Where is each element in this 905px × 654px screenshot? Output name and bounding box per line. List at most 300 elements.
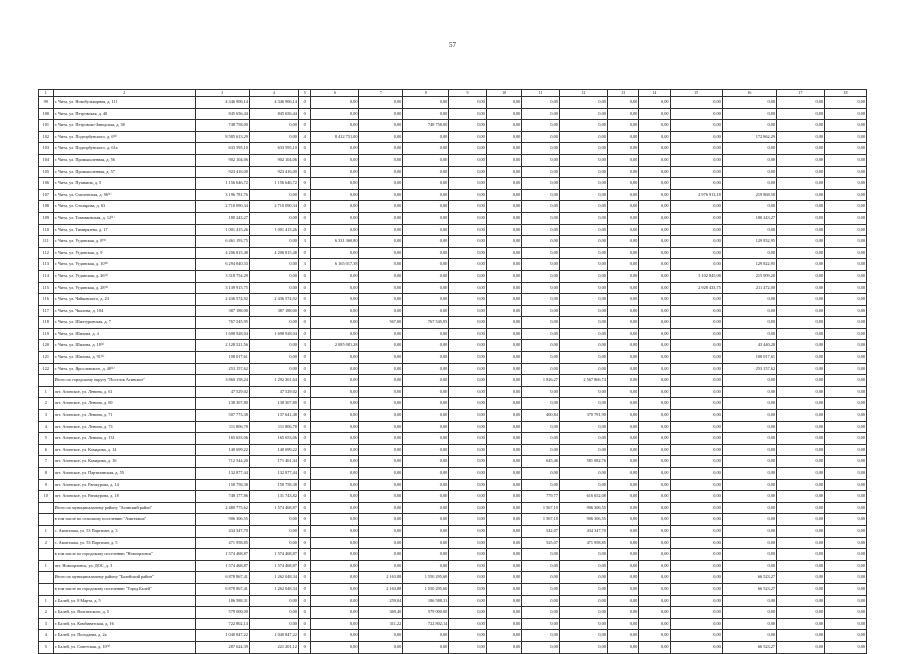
amount-cell: 0,00 [559, 212, 607, 224]
amount-cell: 0,00 [311, 468, 359, 480]
amount-cell: 0,00 [777, 120, 825, 132]
amount-cell: 2 480 775,62 [195, 502, 249, 514]
amount-cell: 0,00 [522, 201, 560, 213]
amount-cell: 0,00 [249, 317, 298, 329]
amount-cell: 0,00 [522, 630, 560, 642]
amount-cell: 0,00 [522, 363, 560, 375]
amount-cell: 0,00 [639, 525, 670, 537]
amount-cell: 0,00 [607, 502, 638, 514]
amount-cell: 0,00 [777, 317, 825, 329]
amount-cell: 0,00 [825, 421, 867, 433]
amount-cell: 0,00 [825, 328, 867, 340]
amount-cell: 0,00 [311, 224, 359, 236]
amount-cell: 0,00 [359, 433, 403, 445]
row-number: 1 [39, 595, 54, 607]
amount-cell: 0,00 [311, 375, 359, 387]
amount-cell: 0,00 [777, 259, 825, 271]
amount-cell: 0,00 [311, 537, 359, 549]
amount-cell: 0,00 [449, 618, 487, 630]
amount-cell: 215 909,20 [722, 270, 776, 282]
amount-cell: 0,00 [559, 154, 607, 166]
amount-cell: 0,00 [403, 502, 449, 514]
amount-cell: 581 082,76 [559, 456, 607, 468]
amount-cell: 0,00 [486, 386, 522, 398]
amount-cell: 0,00 [311, 352, 359, 364]
amount-cell: 0,00 [670, 247, 722, 259]
amount-cell: 0,00 [449, 108, 487, 120]
amount-cell: 0,00 [639, 641, 670, 653]
amount-cell: 0,00 [403, 537, 449, 549]
amount-cell: 0,00 [449, 386, 487, 398]
amount-cell: 0,00 [486, 479, 522, 491]
amount-cell: 2 710 090,34 [195, 201, 249, 213]
amount-cell: 0 [298, 154, 311, 166]
address-cell: г. Чита, ул. Подгорбунского, д. 6⁽⁹⁾ [53, 131, 195, 143]
amount-cell: 0,00 [607, 352, 638, 364]
amount-cell: 0,00 [486, 456, 522, 468]
amount-cell: 0,00 [359, 525, 403, 537]
amount-cell: 0,00 [825, 456, 867, 468]
address-cell: пгт. Агинское, ул. Комарова, д. 14 [53, 444, 195, 456]
amount-cell: 0,00 [559, 363, 607, 375]
amount-cell: 0,00 [311, 479, 359, 491]
amount-cell: 0,00 [311, 166, 359, 178]
amount-cell: 1 262 048,34 [249, 572, 298, 584]
amount-cell: 0,00 [777, 236, 825, 248]
amount-cell: 902 104,06 [195, 154, 249, 166]
row-number: 107 [39, 189, 54, 201]
address-cell: пгт. Агинское, ул. Партизанская, д. 55 [53, 468, 195, 480]
subtotal-row [39, 549, 867, 561]
address-cell: с. Амитхаша, ул. 53 Партизан, д. 3 [53, 525, 195, 537]
amount-cell: 0,00 [607, 189, 638, 201]
amount-cell: 0,00 [639, 583, 670, 595]
amount-cell: 0,00 [670, 131, 722, 143]
amount-cell: 0,00 [670, 328, 722, 340]
table-row [39, 270, 867, 282]
address-cell: в том числе по сельскому поселению "Амитхаша" [53, 514, 195, 526]
table-row [39, 363, 867, 375]
table-row [39, 618, 867, 630]
amount-cell: 0,00 [670, 143, 722, 155]
amount-cell: 0,00 [639, 607, 670, 619]
amount-cell: 0,00 [670, 398, 722, 410]
amount-cell: 0,00 [486, 560, 522, 572]
amount-cell: 0,00 [522, 178, 560, 190]
table-row [39, 433, 867, 445]
amount-cell: 0,00 [311, 317, 359, 329]
amount-cell: 0,00 [722, 375, 776, 387]
amount-cell: 0 [298, 212, 311, 224]
amount-cell: 0,00 [311, 386, 359, 398]
amount-cell: 47 529,02 [195, 386, 249, 398]
amount-cell: 0,00 [449, 630, 487, 642]
amount-cell: 0,00 [777, 514, 825, 526]
amount-cell: 66 523,27 [722, 572, 776, 584]
amount-cell: 0 [298, 537, 311, 549]
amount-cell: 0,00 [670, 352, 722, 364]
amount-cell: 138 307,80 [195, 398, 249, 410]
amount-cell: 0,00 [559, 421, 607, 433]
amount-cell: 0,00 [825, 178, 867, 190]
amount-cell: 0,00 [670, 259, 722, 271]
amount-cell: 0,00 [777, 166, 825, 178]
amount-cell: 0,00 [670, 641, 722, 653]
column-number: 5 [298, 90, 311, 97]
amount-cell: 0,00 [825, 525, 867, 537]
amount-cell: 0,00 [486, 444, 522, 456]
amount-cell: 0,00 [777, 537, 825, 549]
amount-cell: 0,00 [359, 375, 403, 387]
amount-cell: 0,00 [825, 386, 867, 398]
amount-cell: 0,00 [359, 630, 403, 642]
amount-cell: 1 040 847,22 [195, 630, 249, 642]
amount-cell: 0,00 [607, 525, 638, 537]
row-number: 103 [39, 143, 54, 155]
amount-cell: 0,00 [486, 131, 522, 143]
amount-cell: 1 826,27 [522, 375, 560, 387]
amount-cell: 0,00 [403, 212, 449, 224]
amount-cell: 0,00 [449, 294, 487, 306]
amount-cell: 370 791,90 [559, 410, 607, 422]
amount-cell: 0,00 [486, 630, 522, 642]
amount-cell: 0,00 [670, 236, 722, 248]
amount-cell: 434 347,70 [559, 525, 607, 537]
amount-cell: 0,00 [449, 398, 487, 410]
column-number: 1 [39, 90, 54, 97]
amount-cell: 211 472,00 [722, 282, 776, 294]
amount-cell: 0,00 [559, 444, 607, 456]
amount-cell: 507 773,38 [195, 410, 249, 422]
address-cell: г. Чита, ул. Промышленная, д. 57 [53, 166, 195, 178]
row-number: 8 [39, 468, 54, 480]
amount-cell: 0,00 [777, 398, 825, 410]
amount-cell: 0 [298, 386, 311, 398]
amount-cell: 0,00 [311, 444, 359, 456]
amount-cell: 0 [298, 468, 311, 480]
amount-cell: 4 346 906,14 [195, 97, 249, 109]
amount-cell: 906 306,55 [559, 514, 607, 526]
amount-cell: 0,00 [449, 537, 487, 549]
amount-cell: 0,00 [670, 514, 722, 526]
amount-cell: 0,00 [249, 352, 298, 364]
amount-cell: 0,00 [559, 560, 607, 572]
address-cell: г. Чита, ул. Петровско-Заводская, д. 38 [53, 120, 195, 132]
amount-cell: 0,00 [722, 398, 776, 410]
amount-cell: 0,00 [359, 270, 403, 282]
amount-cell: 0,00 [449, 212, 487, 224]
column-number: 11 [522, 90, 560, 97]
amount-cell: 6 878 867,41 [195, 572, 249, 584]
amount-cell: 0,00 [522, 259, 560, 271]
address-cell: г. Чита, ул. Промышленная, д. 56 [53, 154, 195, 166]
amount-cell: 0,00 [825, 259, 867, 271]
amount-cell: 0,00 [639, 410, 670, 422]
amount-cell: 0,00 [559, 259, 607, 271]
amount-cell: 180 243,27 [195, 212, 249, 224]
amount-cell: 66 523,27 [722, 641, 776, 653]
amount-cell: 0,00 [639, 189, 670, 201]
amount-cell: 0,00 [249, 282, 298, 294]
amount-cell: 923 416,00 [249, 166, 298, 178]
amount-cell: 0,00 [670, 525, 722, 537]
amount-cell: 0,00 [359, 468, 403, 480]
amount-cell: 0,00 [639, 386, 670, 398]
amount-cell: 0,00 [670, 120, 722, 132]
amount-cell: 0,00 [722, 305, 776, 317]
amount-cell: 0,00 [639, 618, 670, 630]
amount-cell: 0,00 [639, 236, 670, 248]
amount-cell: 0 [298, 352, 311, 364]
row-number: 111 [39, 236, 54, 248]
address-cell: г. Чита, ул. Тимирязева, д. 17 [53, 224, 195, 236]
amount-cell: 0,00 [777, 97, 825, 109]
amount-cell: 0,00 [403, 201, 449, 213]
amount-cell: 1 567,10 [522, 514, 560, 526]
amount-cell: 0,00 [359, 212, 403, 224]
amount-cell: 2 928 433,75 [670, 282, 722, 294]
amount-cell: 6 461 193,75 [195, 236, 249, 248]
amount-cell: 0,00 [722, 317, 776, 329]
address-cell: г. Чита, ул. Подгорбунского, д. 61а [53, 143, 195, 155]
amount-cell: 0,00 [777, 108, 825, 120]
amount-cell: 0,00 [559, 386, 607, 398]
amount-cell: 2 567 866,74 [559, 375, 607, 387]
amount-cell: 2 163,88 [359, 583, 403, 595]
amount-cell: 158 758,38 [195, 479, 249, 491]
amount-cell: 108 017,61 [195, 352, 249, 364]
amount-cell: 0 [298, 178, 311, 190]
row-number: 102 [39, 131, 54, 143]
amount-cell: 0 [298, 433, 311, 445]
amount-cell: 0,00 [607, 618, 638, 630]
amount-cell: 0,00 [449, 189, 487, 201]
amount-cell: 0,00 [311, 398, 359, 410]
amount-cell: 0,00 [449, 479, 487, 491]
column-number: 18 [825, 90, 867, 97]
amount-cell: 0,00 [311, 305, 359, 317]
address-cell: г. Чита, ул. Новобульварная, д. 111 [53, 97, 195, 109]
amount-cell: 0 [298, 479, 311, 491]
amount-cell: 0,00 [825, 97, 867, 109]
amount-cell: 0,00 [607, 641, 638, 653]
amount-cell: 0,00 [639, 595, 670, 607]
amount-cell: 186 588,31 [403, 595, 449, 607]
amount-cell: 0,00 [403, 108, 449, 120]
amount-cell: 0,00 [825, 294, 867, 306]
row-number: 5 [39, 433, 54, 445]
amount-cell: 0 [298, 282, 311, 294]
amount-cell: 0,00 [559, 630, 607, 642]
address-cell: г. Балей, ул. Погодаева, д. 2а [53, 630, 195, 642]
address-cell: г. Чита, ул. Угданская, д. 8⁽⁹⁾ [53, 236, 195, 248]
subtotal-row [39, 572, 867, 584]
address-cell: г. Чита, ул. Смоленская, д. 96⁽¹⁾ [53, 189, 195, 201]
amount-cell: 0 [298, 444, 311, 456]
amount-cell: 0,00 [777, 282, 825, 294]
amount-cell: 0,00 [559, 247, 607, 259]
amount-cell: 0,00 [449, 247, 487, 259]
amount-cell: 0,00 [486, 294, 522, 306]
amount-cell: 633 595,10 [249, 143, 298, 155]
amount-cell: 0,00 [559, 618, 607, 630]
amount-cell: 1 698 928,04 [195, 328, 249, 340]
amount-cell: 311,22 [359, 618, 403, 630]
row-number: 9 [39, 479, 54, 491]
amount-cell: 387 188,00 [195, 305, 249, 317]
amount-cell: 0 [298, 247, 311, 259]
row-number: 105 [39, 166, 54, 178]
amount-cell: 0,00 [722, 549, 776, 561]
amount-cell: 0,00 [486, 537, 522, 549]
amount-cell: 0,00 [249, 131, 298, 143]
amount-cell: 0,00 [639, 537, 670, 549]
amount-cell: 0,00 [777, 560, 825, 572]
amount-cell: 0,00 [722, 201, 776, 213]
amount-cell: 0,00 [607, 224, 638, 236]
amount-cell: 0,00 [449, 444, 487, 456]
amount-cell: 0,00 [722, 108, 776, 120]
address-cell: г. Чита, ул. Чайковского, д. 23 [53, 294, 195, 306]
amount-cell: 0,00 [825, 502, 867, 514]
amount-cell: 0,00 [449, 340, 487, 352]
amount-cell: 66 523,27 [722, 583, 776, 595]
amount-cell: 0,00 [722, 224, 776, 236]
address-cell: с. Амитхаша, ул. 53 Партизан, д. 5 [53, 537, 195, 549]
amount-cell: 906 306,55 [559, 502, 607, 514]
amount-cell: 0,00 [639, 340, 670, 352]
amount-cell: 0,00 [486, 618, 522, 630]
amount-cell: 1 156 646,72 [195, 178, 249, 190]
amount-cell: 0 [298, 328, 311, 340]
amount-cell: 0,00 [486, 549, 522, 561]
amount-cell: 0,00 [522, 607, 560, 619]
row-number: 1 [39, 386, 54, 398]
amount-cell: 0 [298, 166, 311, 178]
amount-cell: 0,00 [311, 282, 359, 294]
amount-cell: 0,00 [449, 410, 487, 422]
amount-cell: 0,00 [559, 294, 607, 306]
amount-cell: 0,00 [311, 270, 359, 282]
amount-cell: 0 [298, 618, 311, 630]
amount-cell: 0,00 [607, 154, 638, 166]
amount-cell: 1 574 468,87 [249, 549, 298, 561]
amount-cell: 567,00 [359, 317, 403, 329]
amount-cell: 0,00 [449, 166, 487, 178]
row-number: 1 [39, 525, 54, 537]
amount-cell: 0,00 [522, 236, 560, 248]
address-cell: Итого по муниципальному району "Балейский район" [53, 572, 195, 584]
amount-cell: 0,00 [311, 514, 359, 526]
address-cell: пгт. Новоорловск, ул. ДОС, д. 3 [53, 560, 195, 572]
column-number: 16 [722, 90, 776, 97]
amount-cell: 0,00 [522, 421, 560, 433]
amount-cell: 0,00 [449, 236, 487, 248]
amount-cell: 0,00 [777, 607, 825, 619]
table-row [39, 247, 867, 259]
address-cell: пгт. Агинское, ул. Ленина, д. 73 [53, 421, 195, 433]
amount-cell: 0 [298, 514, 311, 526]
amount-cell: 0,00 [670, 560, 722, 572]
amount-cell: 0,00 [670, 630, 722, 642]
amount-cell: 0,00 [607, 456, 638, 468]
table-row [39, 352, 867, 364]
table-row [39, 259, 867, 271]
row-number: 118 [39, 317, 54, 329]
amount-cell: 0,00 [825, 595, 867, 607]
amount-cell: 0,00 [486, 525, 522, 537]
amount-cell: 0,00 [559, 224, 607, 236]
column-number: 10 [486, 90, 522, 97]
amount-cell: 0,00 [777, 270, 825, 282]
amount-cell: 0,00 [359, 97, 403, 109]
table-row [39, 525, 867, 537]
column-number: 4 [249, 90, 298, 97]
address-cell: г. Чита, ул. Ярославского, д. 40⁽¹⁾ [53, 363, 195, 375]
amount-cell: 0,00 [777, 189, 825, 201]
amount-cell: 0,00 [486, 305, 522, 317]
amount-cell: 0 [298, 363, 311, 375]
amount-cell: 0,00 [777, 641, 825, 653]
column-number: 2 [53, 90, 195, 97]
address-cell: г. Балей, ул. Советская, д. 10⁽¹⁾ [53, 641, 195, 653]
table-row [39, 143, 867, 155]
amount-cell: 0,00 [639, 166, 670, 178]
amount-cell: 129 832,95 [722, 236, 776, 248]
amount-cell: 0,00 [359, 560, 403, 572]
amount-cell: 0,00 [777, 328, 825, 340]
table-row [39, 305, 867, 317]
amount-cell: 0,00 [670, 178, 722, 190]
amount-cell: 4 206 815,48 [195, 247, 249, 259]
subtotal-row [39, 375, 867, 387]
amount-cell: 0,00 [522, 479, 560, 491]
row-number: 122 [39, 363, 54, 375]
amount-cell: 1 574 468,87 [195, 549, 249, 561]
amount-cell: 0,00 [449, 305, 487, 317]
amount-cell: 0,00 [777, 143, 825, 155]
amount-cell: 0,00 [522, 340, 560, 352]
amount-cell: 0,00 [403, 328, 449, 340]
amount-cell: 0,00 [486, 641, 522, 653]
amount-cell: 0,00 [639, 560, 670, 572]
amount-cell: 0,00 [486, 166, 522, 178]
amount-cell: 0 [298, 143, 311, 155]
amount-cell: 0,00 [825, 514, 867, 526]
amount-cell: 0,00 [449, 259, 487, 271]
address-cell: Итого по городскому округу "Поселок Агинское" [53, 375, 195, 387]
amount-cell: 3 139 915,75 [195, 282, 249, 294]
amount-cell: 0,00 [559, 282, 607, 294]
amount-cell: 906 306,55 [195, 514, 249, 526]
amount-cell: 0,00 [359, 259, 403, 271]
amount-cell: 0,00 [403, 178, 449, 190]
amount-cell: 0,00 [559, 236, 607, 248]
amount-cell: 579 000,00 [195, 607, 249, 619]
table-row [39, 236, 867, 248]
amount-cell: 471 958,85 [559, 537, 607, 549]
amount-cell: 0,00 [825, 189, 867, 201]
address-cell: г. Чита, ул. Угданская, д. 26⁽¹⁾ [53, 270, 195, 282]
amount-cell: 0 [298, 201, 311, 213]
amount-cell: 0,00 [486, 178, 522, 190]
amount-cell: 0,00 [722, 502, 776, 514]
address-cell: г. Чита, ул. Шилтуровская, д. 7 [53, 317, 195, 329]
amount-cell: 923 416,00 [195, 166, 249, 178]
amount-cell: 0,00 [722, 294, 776, 306]
amount-cell: 0,00 [522, 166, 560, 178]
amount-cell: 0,00 [522, 131, 560, 143]
